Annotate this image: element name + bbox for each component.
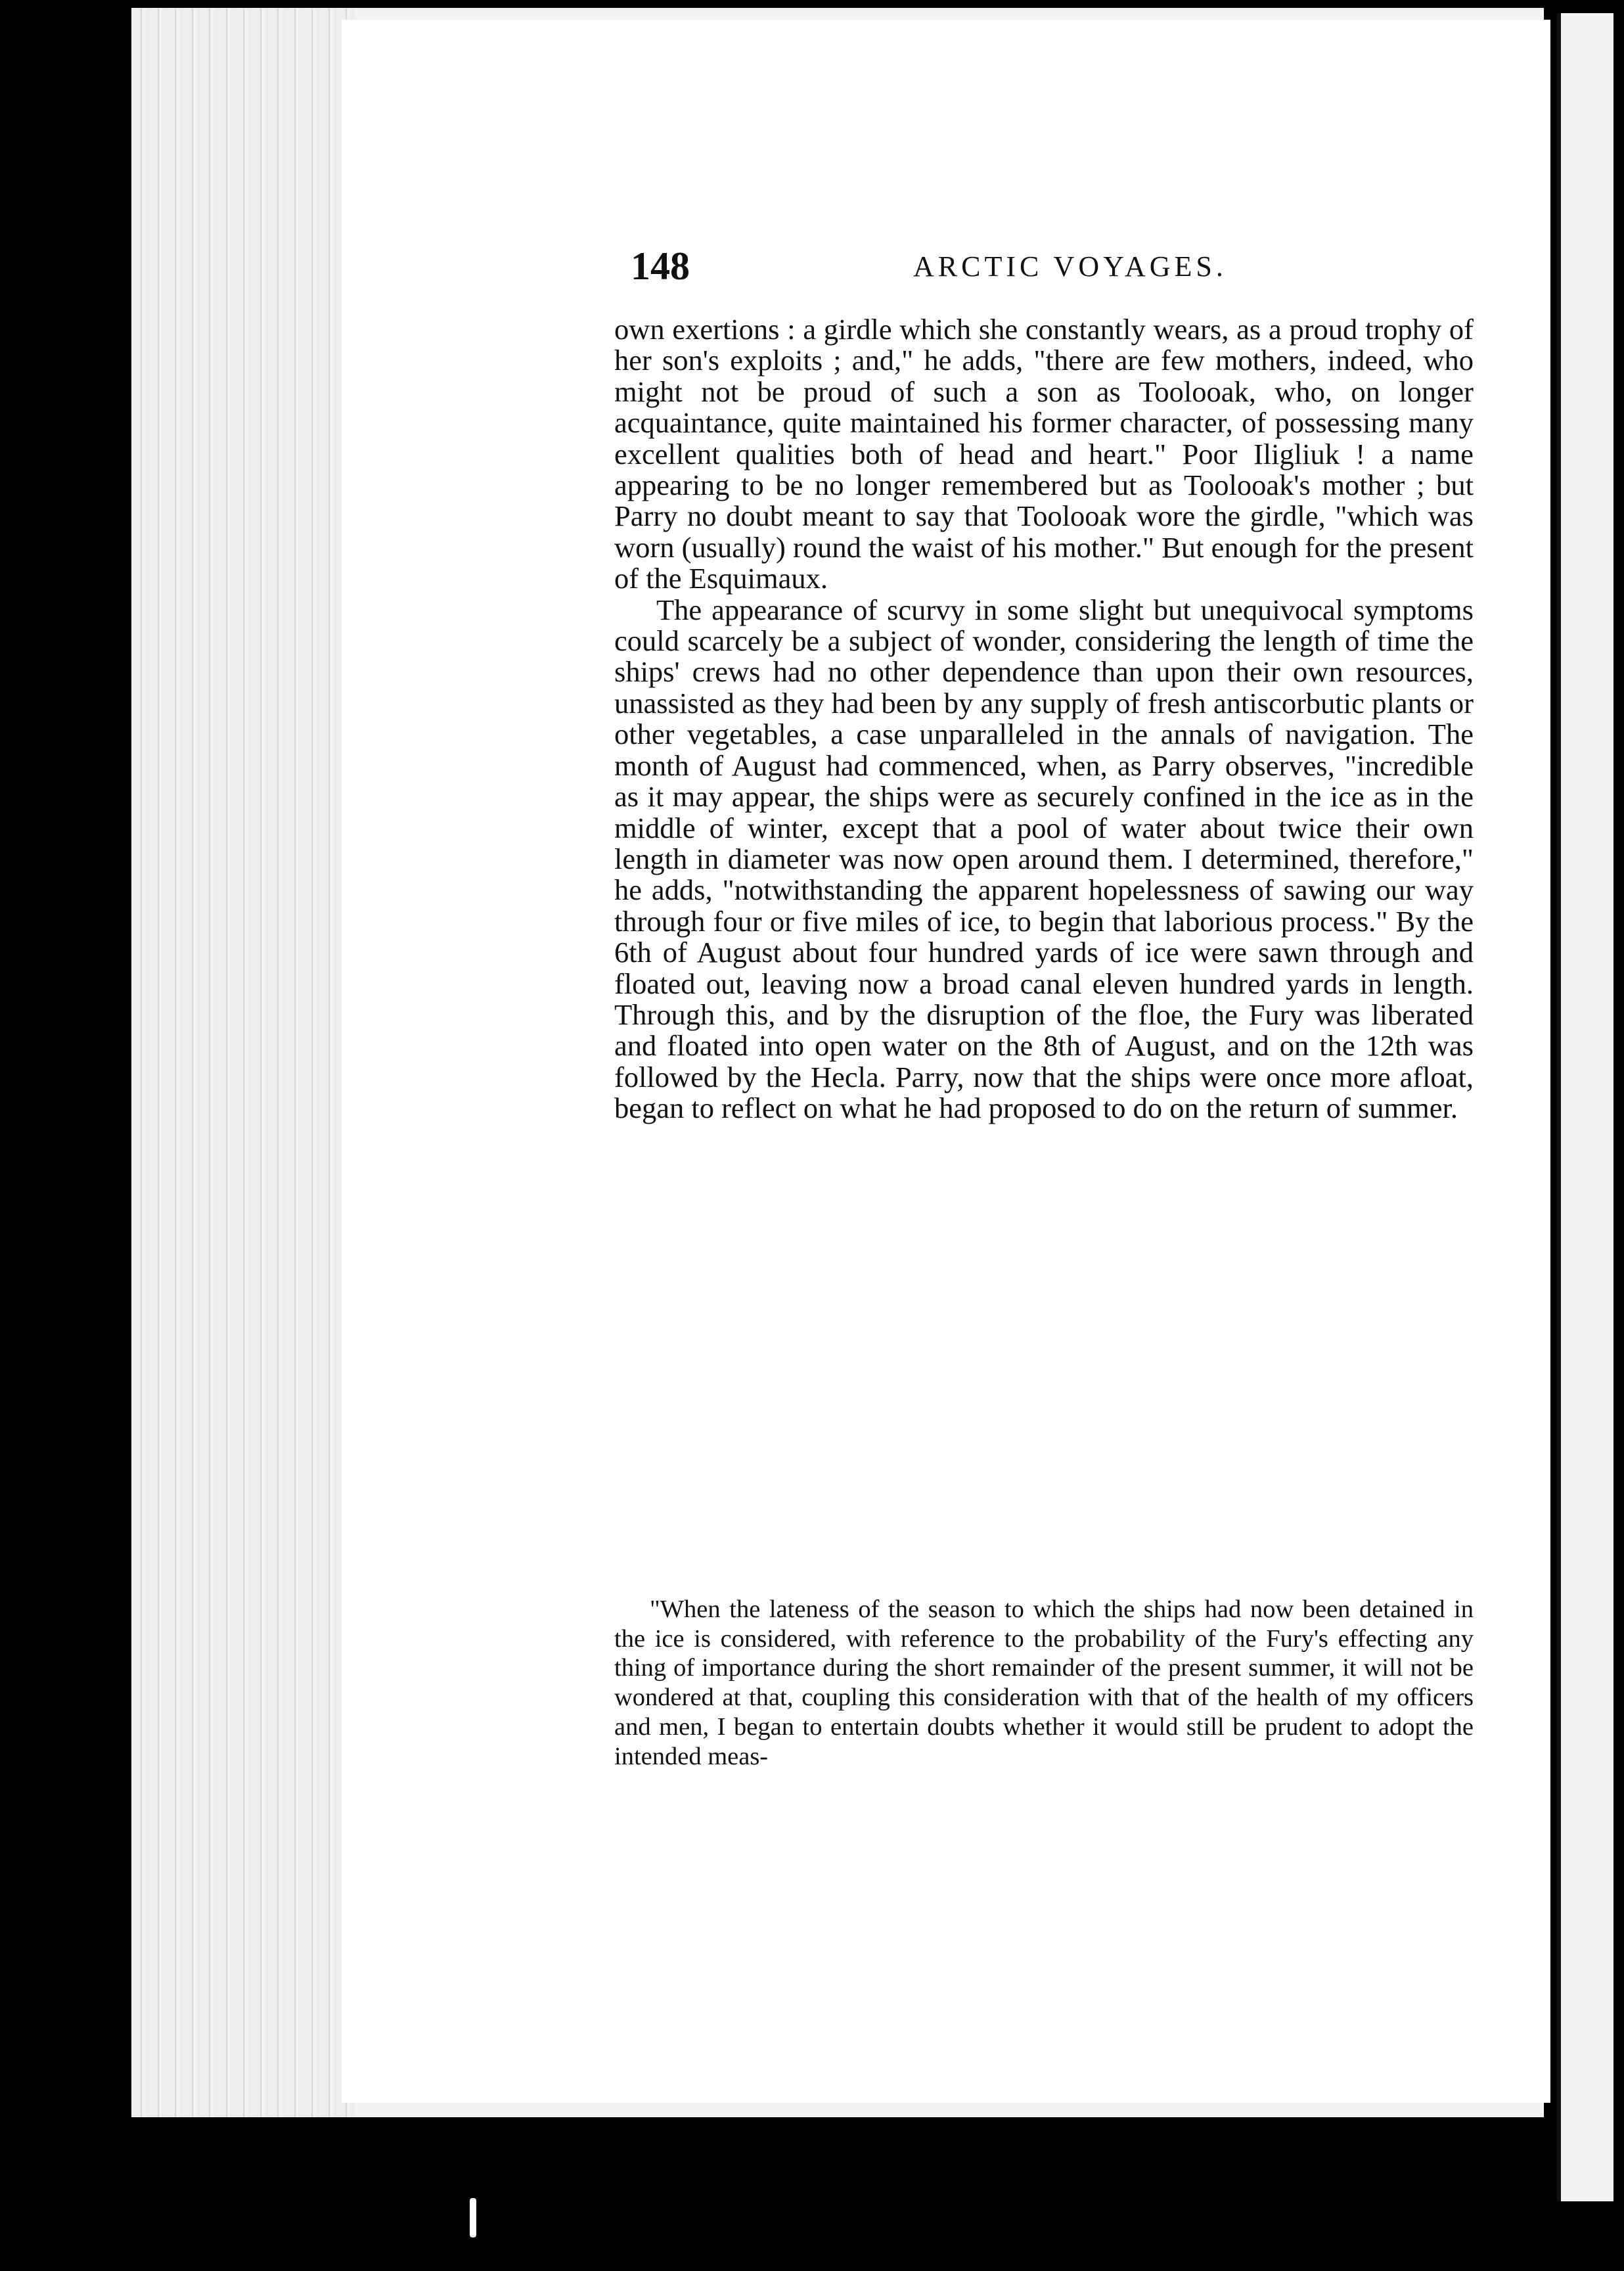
facing-page-edge	[1557, 13, 1613, 2201]
scan-artifact	[470, 2198, 476, 2237]
block-quote: "When the lateness of the season to which the ships had now been detained in the ice is considered, with reference to the probability of the Fury's effecting any thing of importance during the short remainder of the present summer, it will not be wondered at that, coupling this consideration with that of the health of my officers and men, I began to entertain doubts whether it would still be prudent to adopt the intended meas-	[614, 1595, 1474, 1770]
page-edges	[131, 8, 355, 2117]
paragraph-2: The appearance of scurvy in some slight but unequivocal symptoms could scarcely be a subject of wonder, considering the length of time the ships' crews had no other dependence than upon their own resources, unassisted as they had been by any supply of fresh antiscorbutic plants or other vegetables, a case unparalleled in the annals of navigation. The month of August had commenced, when, as Parry observes, "incredible as it may appear, the ships were as securely confined in the ice as in the middle of winter, except that a pool of water about twice their own length in diameter was now open around them. I determined, therefore," he adds, "notwithstanding the apparent hopelessness of sawing our way through four or five miles of ice, to begin that laborious process." By the 6th of August about four hundred yards of ice were sawn through and floated out, leaving now a broad canal eleven hundred yards in length. Through this, and by the disruption of the floe, the Fury was liberated and floated into open water on the 8th of August, and on the 12th was followed by the Hecla. Parry, now that the ships were once more afloat, began to reflect on what he had proposed to do on the return of summer.	[614, 593, 1474, 1125]
page-header	[631, 243, 1227, 289]
paragraph-1: own exertions : a girdle which she constantly wears, as a proud trophy of her son's exploits ; and," he adds, "there are few mothers, indeed, who might not be proud of such a son as Toolooak, who, on longer acquaintance, quite maintained his former character, of possessing many excellent qualities both of head and heart." Poor Iligliuk ! a name appearing to be no longer remembered but as Toolooak's mother ; but Parry no doubt meant to say that Toolooak wore the girdle, "which was worn (usually) round the waist of his mother." But enough for the present of the Esquimaux.	[614, 313, 1474, 595]
body-text	[614, 314, 1474, 1124]
running-head: ARCTIC VOYAGES.	[913, 250, 1227, 283]
page-number: 148	[631, 244, 690, 288]
